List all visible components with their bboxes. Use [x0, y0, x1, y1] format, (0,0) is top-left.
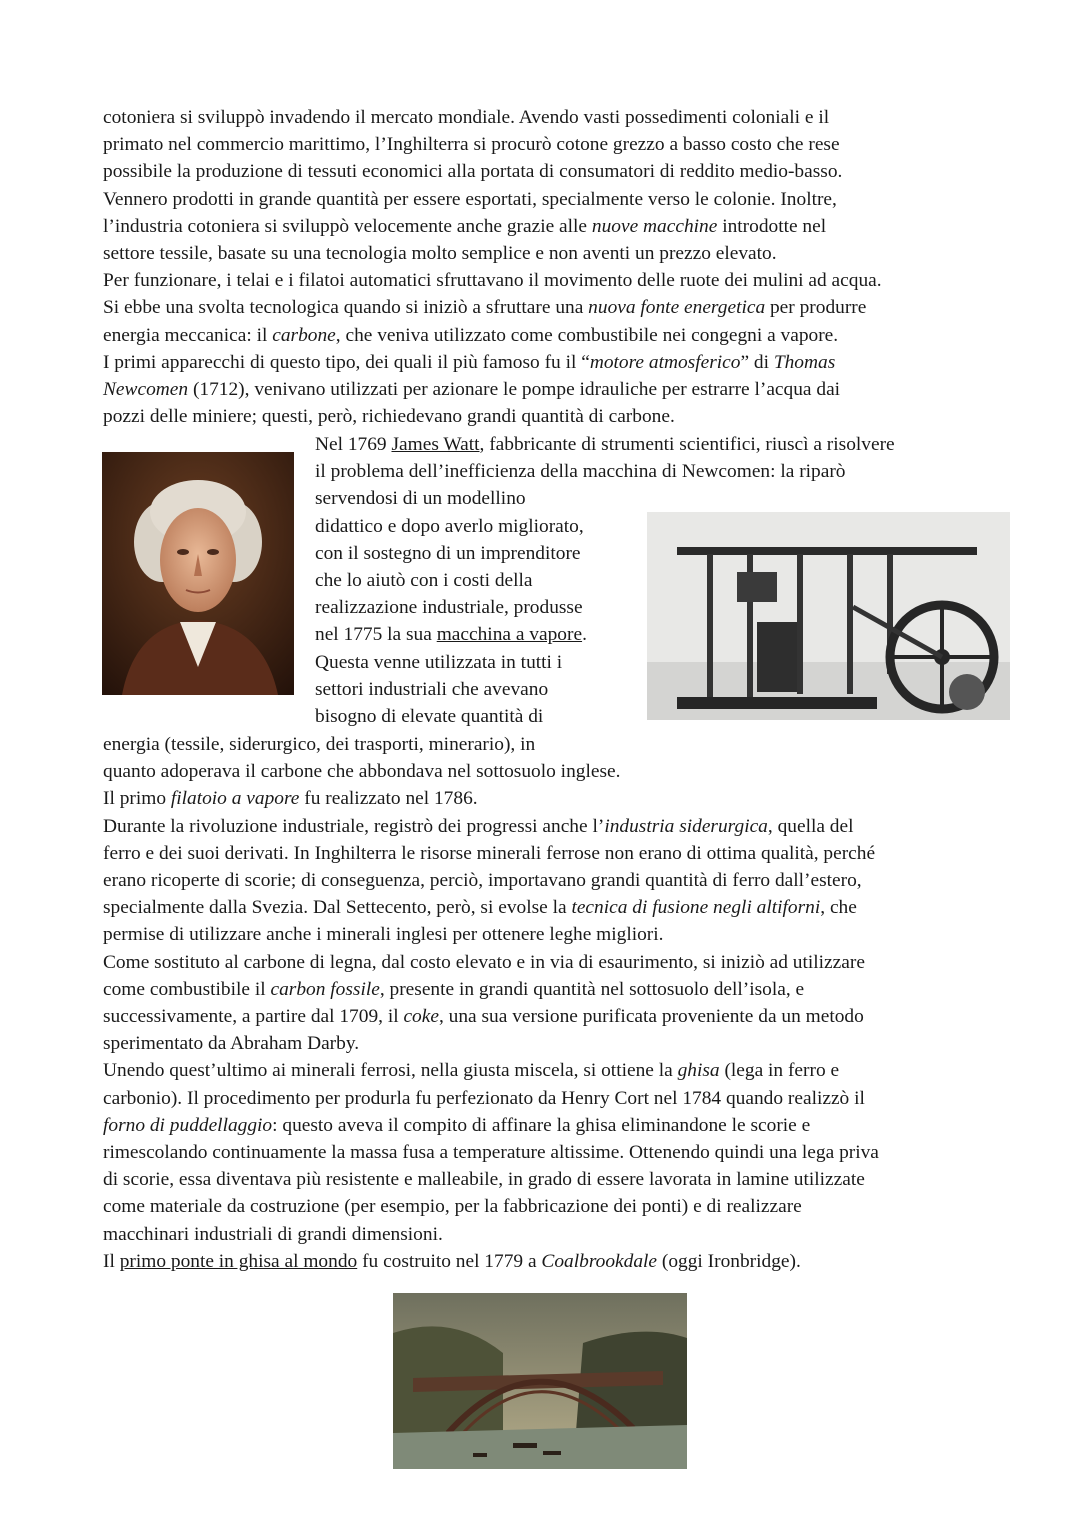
italic-term: nuova fonte energetica [588, 297, 766, 319]
text-segment: fu realizzato nel 1786. [299, 788, 478, 810]
text-segment: (oggi Ironbridge). [657, 1250, 801, 1272]
text-line: come materiale da costruzione (per esempio, per la fabbricazione dei ponti) e di realizzare [103, 1196, 802, 1218]
text-segment: per produrre [765, 297, 867, 319]
italic-term: Thomas [773, 351, 836, 373]
text-segment: , quella del [767, 815, 854, 837]
text-line [103, 1057, 1003, 1084]
text-segment: specialmente dalla Svezia. Dal Settecento, però, si evolse la [103, 897, 572, 919]
steam-engine-photo [647, 512, 1010, 720]
text-line [103, 894, 1003, 921]
text-line [103, 1112, 1003, 1139]
text-line: Per funzionare, i telai e i filatoi automatici sfruttavano il movimento delle ruote dei mulini ad acqua. [103, 270, 882, 292]
text-line: di scorie, essa diventava più resistente e malleabile, in grado di essere lavorata in lamine utilizzate [103, 1169, 865, 1191]
text-segment: fu costruito nel 1779 a [357, 1250, 542, 1272]
iron-bridge-image [393, 1293, 687, 1469]
text-line [315, 431, 1080, 458]
text-segment: ” di [740, 351, 774, 373]
text-segment: , una sua versione purificata proveniente da un metodo [438, 1006, 864, 1028]
text-line [103, 376, 1003, 403]
text-segment: Il [103, 1250, 120, 1272]
text-line [103, 1003, 1003, 1030]
italic-term: carbon fossile [270, 978, 380, 1000]
text-segment: introdotte nel [717, 215, 827, 237]
italic-term: industria siderurgica [604, 815, 768, 837]
text-line [103, 813, 1003, 840]
text-line: carbonio). Il procedimento per produrla fu perfezionato da Henry Cort nel 1784 quando realizzò il [103, 1087, 865, 1109]
text-segment: nel 1775 la sua [315, 624, 437, 646]
text-segment: , presente in grandi quantità nel sottosuolo dell’isola, e [379, 978, 805, 1000]
text-segment: , che veniva utilizzato come combustibile nei congegni a vapore. [335, 324, 839, 346]
text-segment: l’industria cotoniera si sviluppò velocemente anche grazie alle [103, 215, 592, 237]
text-segment: Nel 1769 [315, 434, 392, 455]
text-line: quanto adoperava il carbone che abbondava nel sottosuolo inglese. [103, 761, 621, 783]
text-line: possibile la produzione di tessuti economici alla portata di consumatori di reddito medio-basso. [103, 161, 843, 183]
text-line [103, 976, 1003, 1003]
text-line: Come sostituto al carbone di legna, dal costo elevato e in via di esaurimento, si iniziò ad utilizzare [103, 951, 865, 973]
text-segment: Unendo quest’ultimo ai minerali ferrosi, nella giusta miscela, si ottiene la [103, 1060, 678, 1082]
italic-term: carbone [272, 324, 336, 346]
text-line: settori industriali che avevano [315, 678, 549, 700]
text-line [103, 785, 1003, 812]
underlined-term: James Watt [391, 434, 480, 455]
italic-term: filatoio a vapore [170, 788, 300, 810]
portrait-image [102, 452, 294, 695]
text-line: il problema dell’inefficienza della macchina di Newcomen: la riparò [315, 461, 846, 483]
text-segment: Durante la rivoluzione industriale, registrò dei progressi anche l’ [103, 815, 605, 837]
italic-term: Coalbrookdale [541, 1250, 658, 1272]
text-segment: , che [820, 897, 857, 919]
text-line [103, 322, 1003, 349]
text-segment: (lega in ferro e [719, 1060, 840, 1082]
italic-term: motore atmosferico [589, 351, 741, 373]
text-segment: . [582, 624, 587, 646]
underlined-term: primo ponte in ghisa al mondo [119, 1250, 358, 1272]
text-segment: I primi apparecchi di questo tipo, dei quali il più famoso fu il “ [103, 351, 590, 373]
text-line: didattico e dopo averlo migliorato, [315, 515, 584, 537]
italic-term: forno di puddellaggio [103, 1114, 273, 1136]
james-watt-portrait [102, 452, 294, 695]
text-segment: successivamente, a partire dal 1709, il [103, 1006, 404, 1028]
text-segment: Il primo [103, 788, 171, 810]
text-segment: energia meccanica: il [103, 324, 273, 346]
italic-term: nuove macchine [591, 215, 718, 237]
text-line: ferro e dei suoi derivati. In Inghilterra le risorse minerali ferrose non erano di ottima qualità, perché [103, 842, 876, 864]
text-line [103, 349, 1003, 376]
text-line [103, 213, 1003, 240]
text-line: macchinari industriali di grandi dimensioni. [103, 1223, 443, 1245]
text-line: primato nel commercio marittimo, l’Inghilterra si procurò cotone grezzo a basso costo che rese [103, 134, 840, 156]
text-line [103, 1248, 1003, 1275]
text-segment: , fabbricante di strumenti scientifici, riuscì a risolvere [479, 434, 895, 455]
paragraph-iron-industry [103, 731, 1003, 1275]
text-segment: : questo aveva il compito di affinare la ghisa eliminandone le scorie e [272, 1114, 811, 1136]
text-line [103, 294, 1003, 321]
text-line: realizzazione industriale, produsse [315, 597, 583, 619]
italic-term: coke [403, 1006, 439, 1028]
text-line: cotoniera si sviluppò invadendo il mercato mondiale. Avendo vasti possedimenti coloniali e il [103, 107, 830, 128]
text-segment: (1712), venivano utilizzati per azionare le pompe idrauliche per estrarre l’acqua dai [188, 379, 841, 401]
underlined-term: macchina a vapore [436, 624, 583, 646]
text-line: bisogno di elevate quantità di [315, 706, 544, 728]
text-line: Vennero prodotti in grande quantità per essere esportati, specialmente verso le colonie. Inoltre, [103, 188, 837, 210]
text-line: con il sostegno di un imprenditore [315, 542, 581, 564]
paragraph-cotton-industry [103, 104, 1003, 430]
text-line: sperimentato da Abraham Darby. [103, 1033, 360, 1055]
iron-bridge-painting [393, 1293, 687, 1469]
text-line: energia (tessile, siderurgico, dei trasporti, minerario), in [103, 734, 536, 755]
italic-term: tecnica di fusione negli altiforni [571, 897, 821, 919]
text-line: permise di utilizzare anche i minerali inglesi per ottenere leghe migliori. [103, 924, 664, 946]
text-line: settore tessile, basate su una tecnologia molto semplice e non aventi un prezzo elevato. [103, 243, 777, 265]
text-line: erano ricoperte di scorie; di conseguenza, perciò, importavano grandi quantità di ferro dall’estero, [103, 870, 862, 892]
text-line: che lo aiutò con i costi della [315, 570, 533, 592]
text-line: rimescolando continuamente la massa fusa a temperature altissime. Ottenendo quindi una lega priva [103, 1142, 879, 1164]
italic-term: Newcomen [103, 379, 189, 401]
text-segment: come combustibile il [103, 978, 271, 1000]
text-line: Questa venne utilizzata in tutti i [315, 651, 563, 673]
text-segment: Si ebbe una svolta tecnologica quando si iniziò a sfruttare una [103, 297, 589, 319]
steam-engine-image [647, 512, 1010, 720]
text-line: servendosi di un modellino [315, 488, 526, 510]
text-line: pozzi delle miniere; questi, però, richiedevano grandi quantità di carbone. [103, 406, 675, 428]
italic-term: ghisa [677, 1060, 720, 1082]
